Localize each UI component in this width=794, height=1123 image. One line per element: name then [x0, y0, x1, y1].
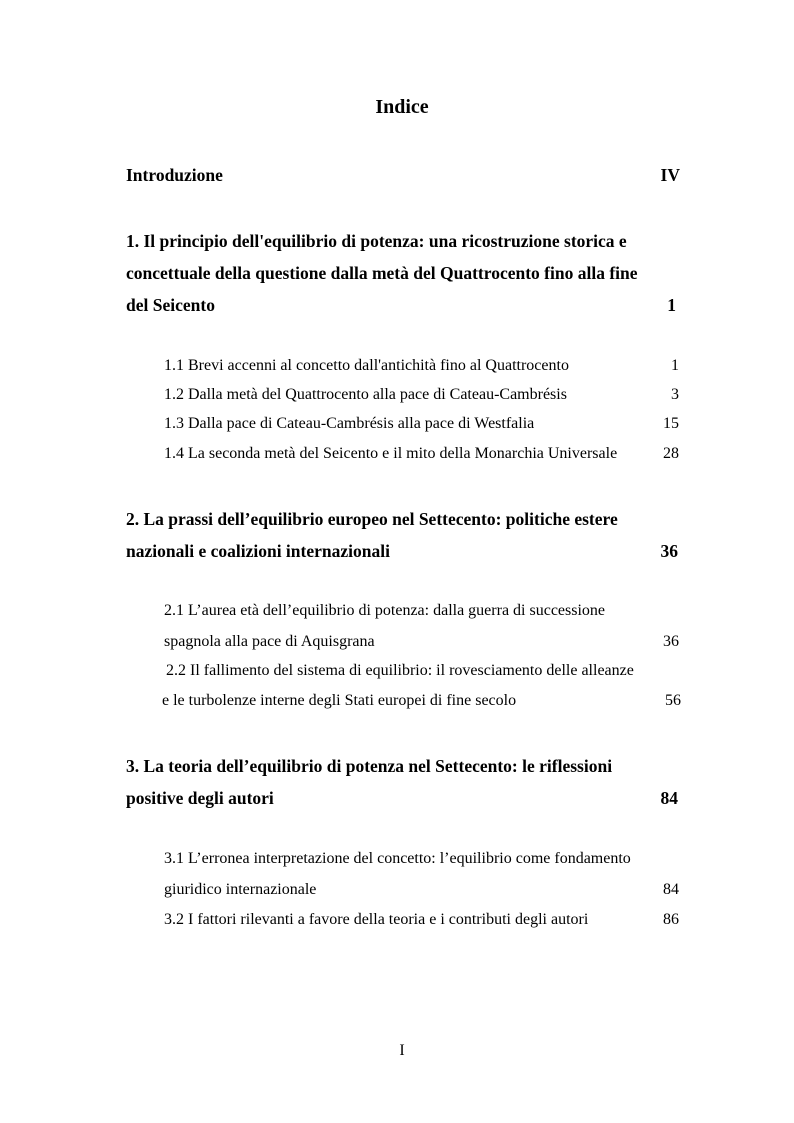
section-title: 1.4 La seconda metà del Seicento e il mito della Monarchia Universale [164, 445, 618, 462]
section-title: 1.1 Brevi accenni al concetto dall'antichità fino al Quattrocento [164, 357, 569, 374]
section-title: 3.2 I fattori rilevanti a favore della teoria e i contributi degli autori [164, 911, 589, 928]
chapter-title-line: nazionali e coalizioni internazionali [126, 541, 390, 561]
chapter-title-line: 1. Il principio dell'equilibrio di potenza: una ricostruzione storica e [126, 231, 627, 251]
section-title-line: 2.2 Il fallimento del sistema di equilibrio: il rovesciamento delle alleanze [166, 662, 634, 679]
chapter-title-line: del Seicento [126, 295, 215, 315]
toc-entry-page: IV [660, 165, 680, 185]
chapter-page: 1 [667, 295, 676, 315]
chapter-page: 36 [660, 541, 678, 561]
section-title-line: e le turbolenze interne degli Stati europei di fine secolo [162, 692, 517, 709]
chapter-title-line: 3. La teoria dell’equilibrio di potenza nel Settecento: le riflessioni [126, 756, 613, 776]
section-page: 1 [671, 357, 679, 374]
chapter-title-line: positive degli autori [126, 788, 274, 808]
section-title-line: spagnola alla pace di Aquisgrana [164, 633, 375, 650]
section-title-line: giuridico internazionale [164, 881, 317, 898]
section-title-line: 2.1 L’aurea età dell’equilibrio di potenza: dalla guerra di successione [164, 602, 606, 619]
section-page: 3 [671, 386, 679, 403]
section-page: 15 [663, 415, 679, 432]
section-page: 36 [663, 633, 679, 650]
chapter-title-line: concettuale della questione dalla metà del Quattrocento fino alla fine [126, 263, 638, 283]
section-page: 56 [665, 692, 681, 709]
section-page: 28 [663, 445, 679, 462]
toc-entry-label: Introduzione [126, 165, 223, 185]
section-title-line: 3.1 L’erronea interpretazione del concetto: l’equilibrio come fondamento [164, 850, 631, 867]
section-page: 86 [663, 911, 679, 928]
chapter-page: 84 [660, 788, 678, 808]
chapter-title-line: 2. La prassi dell’equilibrio europeo nel Settecento: politiche estere [126, 509, 618, 529]
section-title: 1.2 Dalla metà del Quattrocento alla pace di Cateau-Cambrésis [164, 386, 567, 403]
page-number: I [399, 1042, 405, 1059]
section-title: 1.3 Dalla pace di Cateau-Cambrésis alla pace di Westfalia [164, 415, 535, 432]
page-title: Indice [375, 96, 429, 118]
section-page: 84 [663, 881, 679, 898]
